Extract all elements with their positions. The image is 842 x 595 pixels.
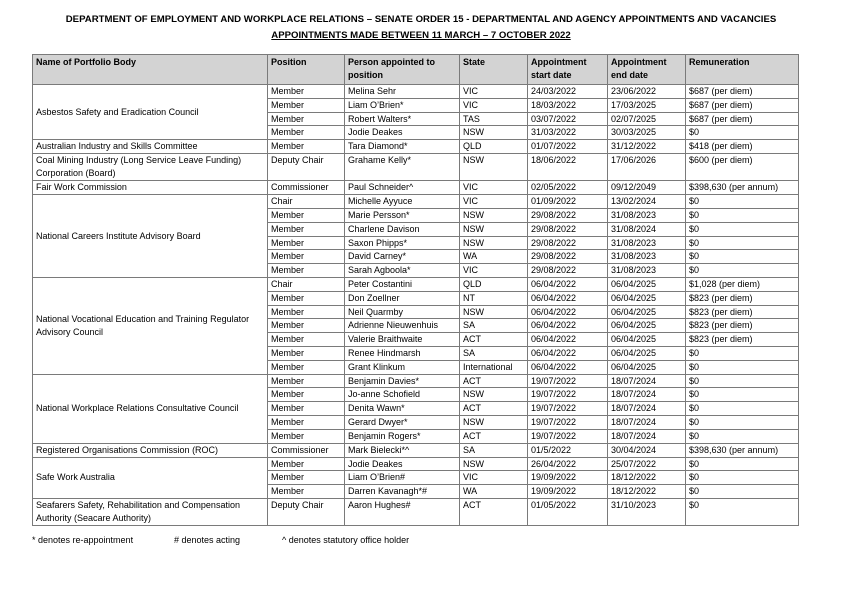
footnote-reappointment: * denotes re-appointment [32, 535, 134, 545]
remuneration-cell: $0 [686, 429, 799, 443]
end-date-cell: 30/03/2025 [608, 126, 686, 140]
position-cell: Member [268, 140, 345, 154]
remuneration-cell: $0 [686, 236, 799, 250]
start-date-cell: 29/08/2022 [528, 208, 608, 222]
person-cell: Gerard Dwyer* [345, 415, 460, 429]
position-cell: Chair [268, 277, 345, 291]
person-cell: Marie Persson* [345, 208, 460, 222]
start-date-cell: 19/09/2022 [528, 485, 608, 499]
state-cell: NSW [460, 126, 528, 140]
column-header: Position [268, 55, 345, 85]
state-cell: TAS [460, 112, 528, 126]
state-cell: VIC [460, 264, 528, 278]
person-cell: Sarah Agboola* [345, 264, 460, 278]
remuneration-cell: $0 [686, 415, 799, 429]
person-cell: Saxon Phipps* [345, 236, 460, 250]
end-date-cell: 02/07/2025 [608, 112, 686, 126]
state-cell: NSW [460, 208, 528, 222]
state-cell: SA [460, 346, 528, 360]
position-cell: Member [268, 360, 345, 374]
start-date-cell: 29/08/2022 [528, 264, 608, 278]
position-cell: Deputy Chair [268, 498, 345, 525]
end-date-cell: 17/06/2026 [608, 154, 686, 181]
table-row [33, 457, 799, 471]
start-date-cell: 06/04/2022 [528, 291, 608, 305]
position-cell: Member [268, 250, 345, 264]
end-date-cell: 18/07/2024 [608, 388, 686, 402]
start-date-cell: 03/07/2022 [528, 112, 608, 126]
end-date-cell: 13/02/2024 [608, 195, 686, 209]
person-cell: David Carney* [345, 250, 460, 264]
table-row [33, 195, 799, 209]
document-title: DEPARTMENT OF EMPLOYMENT AND WORKPLACE RELATIONS – SENATE ORDER 15 - DEPARTMENTAL AND AGENCY APPOINTMENTS AND VACANCIES [65, 14, 777, 25]
table-header-row [33, 55, 799, 85]
state-cell: QLD [460, 277, 528, 291]
remuneration-cell: $0 [686, 346, 799, 360]
appointments-table [32, 54, 799, 526]
position-cell: Member [268, 415, 345, 429]
start-date-cell: 24/03/2022 [528, 85, 608, 99]
column-header: Remuneration [686, 55, 799, 85]
remuneration-cell: $398,630 (per annum) [686, 443, 799, 457]
table-row [33, 498, 799, 525]
person-cell: Charlene Davison [345, 222, 460, 236]
remuneration-cell: $823 (per diem) [686, 333, 799, 347]
end-date-cell: 06/04/2025 [608, 333, 686, 347]
start-date-cell: 06/04/2022 [528, 360, 608, 374]
end-date-cell: 23/06/2022 [608, 85, 686, 99]
document-subtitle: APPOINTMENTS MADE BETWEEN 11 MARCH – 7 OCTOBER 2022 [271, 30, 571, 41]
state-cell: VIC [460, 98, 528, 112]
end-date-cell: 18/07/2024 [608, 415, 686, 429]
start-date-cell: 06/04/2022 [528, 277, 608, 291]
start-date-cell: 29/08/2022 [528, 222, 608, 236]
person-cell: Denita Wawn* [345, 402, 460, 416]
remuneration-cell: $0 [686, 264, 799, 278]
table-row [33, 443, 799, 457]
remuneration-cell: $0 [686, 498, 799, 525]
start-date-cell: 26/04/2022 [528, 457, 608, 471]
state-cell: ACT [460, 402, 528, 416]
table-row [33, 85, 799, 99]
start-date-cell: 01/07/2022 [528, 140, 608, 154]
end-date-cell: 18/07/2024 [608, 429, 686, 443]
start-date-cell: 01/5/2022 [528, 443, 608, 457]
state-cell: VIC [460, 195, 528, 209]
position-cell: Member [268, 319, 345, 333]
end-date-cell: 30/04/2024 [608, 443, 686, 457]
end-date-cell: 18/07/2024 [608, 402, 686, 416]
end-date-cell: 31/08/2024 [608, 222, 686, 236]
state-cell: WA [460, 250, 528, 264]
person-cell: Tara Diamond* [345, 140, 460, 154]
person-cell: Jodie Deakes [345, 126, 460, 140]
position-cell: Member [268, 85, 345, 99]
state-cell: VIC [460, 471, 528, 485]
person-cell: Peter Costantini [345, 277, 460, 291]
remuneration-cell: $0 [686, 208, 799, 222]
portfolio-body-name: National Workplace Relations Consultative Council [33, 374, 268, 443]
person-cell: Robert Walters* [345, 112, 460, 126]
state-cell: NSW [460, 154, 528, 181]
end-date-cell: 06/04/2025 [608, 319, 686, 333]
position-cell: Member [268, 429, 345, 443]
person-cell: Neil Quarmby [345, 305, 460, 319]
person-cell: Grahame Kelly* [345, 154, 460, 181]
end-date-cell: 06/04/2025 [608, 305, 686, 319]
start-date-cell: 19/07/2022 [528, 402, 608, 416]
state-cell: SA [460, 443, 528, 457]
start-date-cell: 18/03/2022 [528, 98, 608, 112]
position-cell: Member [268, 457, 345, 471]
portfolio-body-name: Seafarers Safety, Rehabilitation and Compensation Authority (Seacare Authority) [33, 498, 268, 525]
position-cell: Member [268, 471, 345, 485]
position-cell: Member [268, 346, 345, 360]
state-cell: ACT [460, 498, 528, 525]
portfolio-body-name: Fair Work Commission [33, 181, 268, 195]
state-cell: WA [460, 485, 528, 499]
position-cell: Commissioner [268, 181, 345, 195]
start-date-cell: 06/04/2022 [528, 305, 608, 319]
state-cell: NSW [460, 415, 528, 429]
remuneration-cell: $687 (per diem) [686, 112, 799, 126]
start-date-cell: 19/07/2022 [528, 388, 608, 402]
column-header: Name of Portfolio Body [33, 55, 268, 85]
remuneration-cell: $0 [686, 471, 799, 485]
remuneration-cell: $823 (per diem) [686, 319, 799, 333]
end-date-cell: 06/04/2025 [608, 360, 686, 374]
person-cell: Jodie Deakes [345, 457, 460, 471]
state-cell: SA [460, 319, 528, 333]
end-date-cell: 18/12/2022 [608, 485, 686, 499]
end-date-cell: 09/12/2049 [608, 181, 686, 195]
person-cell: Adrienne Nieuwenhuis [345, 319, 460, 333]
state-cell: NSW [460, 388, 528, 402]
state-cell: ACT [460, 333, 528, 347]
state-cell: QLD [460, 140, 528, 154]
table-row [33, 181, 799, 195]
state-cell: NSW [460, 236, 528, 250]
remuneration-cell: $0 [686, 485, 799, 499]
position-cell: Deputy Chair [268, 154, 345, 181]
start-date-cell: 01/05/2022 [528, 498, 608, 525]
person-cell: Michelle Ayyuce [345, 195, 460, 209]
position-cell: Member [268, 236, 345, 250]
start-date-cell: 18/06/2022 [528, 154, 608, 181]
remuneration-cell: $687 (per diem) [686, 98, 799, 112]
person-cell: Renee Hindmarsh [345, 346, 460, 360]
portfolio-body-name: National Vocational Education and Training Regulator Advisory Council [33, 277, 268, 374]
footnote-acting: # denotes acting [174, 535, 241, 545]
end-date-cell: 31/08/2023 [608, 264, 686, 278]
portfolio-body-name: Registered Organisations Commission (ROC) [33, 443, 268, 457]
state-cell: NSW [460, 457, 528, 471]
column-header: Appointment start date [528, 55, 608, 85]
start-date-cell: 06/04/2022 [528, 319, 608, 333]
portfolio-body-name: National Careers Institute Advisory Board [33, 195, 268, 278]
portfolio-body-name: Coal Mining Industry (Long Service Leave Funding) Corporation (Board) [33, 154, 268, 181]
person-cell: Aaron Hughes# [345, 498, 460, 525]
end-date-cell: 18/07/2024 [608, 374, 686, 388]
remuneration-cell: $0 [686, 360, 799, 374]
end-date-cell: 06/04/2025 [608, 291, 686, 305]
person-cell: Paul Schneider^ [345, 181, 460, 195]
start-date-cell: 29/08/2022 [528, 250, 608, 264]
person-cell: Benjamin Davies* [345, 374, 460, 388]
person-cell: Jo-anne Schofield [345, 388, 460, 402]
start-date-cell: 19/09/2022 [528, 471, 608, 485]
end-date-cell: 06/04/2025 [608, 346, 686, 360]
position-cell: Commissioner [268, 443, 345, 457]
remuneration-cell: $687 (per diem) [686, 85, 799, 99]
start-date-cell: 19/07/2022 [528, 415, 608, 429]
position-cell: Member [268, 333, 345, 347]
remuneration-cell: $0 [686, 402, 799, 416]
state-cell: VIC [460, 181, 528, 195]
start-date-cell: 29/08/2022 [528, 236, 608, 250]
state-cell: VIC [460, 85, 528, 99]
start-date-cell: 06/04/2022 [528, 333, 608, 347]
state-cell: International [460, 360, 528, 374]
person-cell: Darren Kavanagh*# [345, 485, 460, 499]
table-row [33, 154, 799, 181]
person-cell: Valerie Braithwaite [345, 333, 460, 347]
person-cell: Don Zoellner [345, 291, 460, 305]
state-cell: NT [460, 291, 528, 305]
footnote-statutory: ^ denotes statutory office holder [282, 535, 410, 545]
start-date-cell: 01/09/2022 [528, 195, 608, 209]
start-date-cell: 19/07/2022 [528, 429, 608, 443]
person-cell: Melina Sehr [345, 85, 460, 99]
remuneration-cell: $1,028 (per diem) [686, 277, 799, 291]
table-row [33, 374, 799, 388]
position-cell: Member [268, 485, 345, 499]
start-date-cell: 31/03/2022 [528, 126, 608, 140]
remuneration-cell: $0 [686, 195, 799, 209]
state-cell: NSW [460, 222, 528, 236]
position-cell: Member [268, 291, 345, 305]
start-date-cell: 06/04/2022 [528, 346, 608, 360]
column-header: Person appointed to position [345, 55, 460, 85]
end-date-cell: 31/08/2023 [608, 208, 686, 222]
remuneration-cell: $0 [686, 457, 799, 471]
column-header: State [460, 55, 528, 85]
position-cell: Member [268, 374, 345, 388]
remuneration-cell: $0 [686, 126, 799, 140]
remuneration-cell: $398,630 (per annum) [686, 181, 799, 195]
remuneration-cell: $0 [686, 250, 799, 264]
position-cell: Member [268, 208, 345, 222]
end-date-cell: 25/07/2022 [608, 457, 686, 471]
position-cell: Member [268, 126, 345, 140]
end-date-cell: 17/03/2025 [608, 98, 686, 112]
portfolio-body-name: Australian Industry and Skills Committee [33, 140, 268, 154]
position-cell: Member [268, 98, 345, 112]
remuneration-cell: $0 [686, 374, 799, 388]
remuneration-cell: $418 (per diem) [686, 140, 799, 154]
person-cell: Liam O’Brien* [345, 98, 460, 112]
start-date-cell: 19/07/2022 [528, 374, 608, 388]
remuneration-cell: $823 (per diem) [686, 305, 799, 319]
person-cell: Grant Klinkum [345, 360, 460, 374]
position-cell: Member [268, 388, 345, 402]
portfolio-body-name: Safe Work Australia [33, 457, 268, 498]
remuneration-cell: $600 (per diem) [686, 154, 799, 181]
end-date-cell: 31/10/2023 [608, 498, 686, 525]
person-cell: Benjamin Rogers* [345, 429, 460, 443]
footnotes [32, 535, 409, 545]
state-cell: ACT [460, 429, 528, 443]
remuneration-cell: $0 [686, 222, 799, 236]
end-date-cell: 18/12/2022 [608, 471, 686, 485]
person-cell: Mark Bielecki*^ [345, 443, 460, 457]
end-date-cell: 31/12/2022 [608, 140, 686, 154]
position-cell: Member [268, 222, 345, 236]
table-body [33, 85, 799, 526]
position-cell: Member [268, 402, 345, 416]
end-date-cell: 31/08/2023 [608, 236, 686, 250]
table-row [33, 277, 799, 291]
position-cell: Chair [268, 195, 345, 209]
position-cell: Member [268, 264, 345, 278]
column-header: Appointment end date [608, 55, 686, 85]
position-cell: Member [268, 305, 345, 319]
table-row [33, 140, 799, 154]
state-cell: ACT [460, 374, 528, 388]
remuneration-cell: $0 [686, 388, 799, 402]
state-cell: NSW [460, 305, 528, 319]
remuneration-cell: $823 (per diem) [686, 291, 799, 305]
person-cell: Liam O’Brien# [345, 471, 460, 485]
position-cell: Member [268, 112, 345, 126]
portfolio-body-name: Asbestos Safety and Eradication Council [33, 85, 268, 140]
end-date-cell: 06/04/2025 [608, 277, 686, 291]
start-date-cell: 02/05/2022 [528, 181, 608, 195]
end-date-cell: 31/08/2023 [608, 250, 686, 264]
